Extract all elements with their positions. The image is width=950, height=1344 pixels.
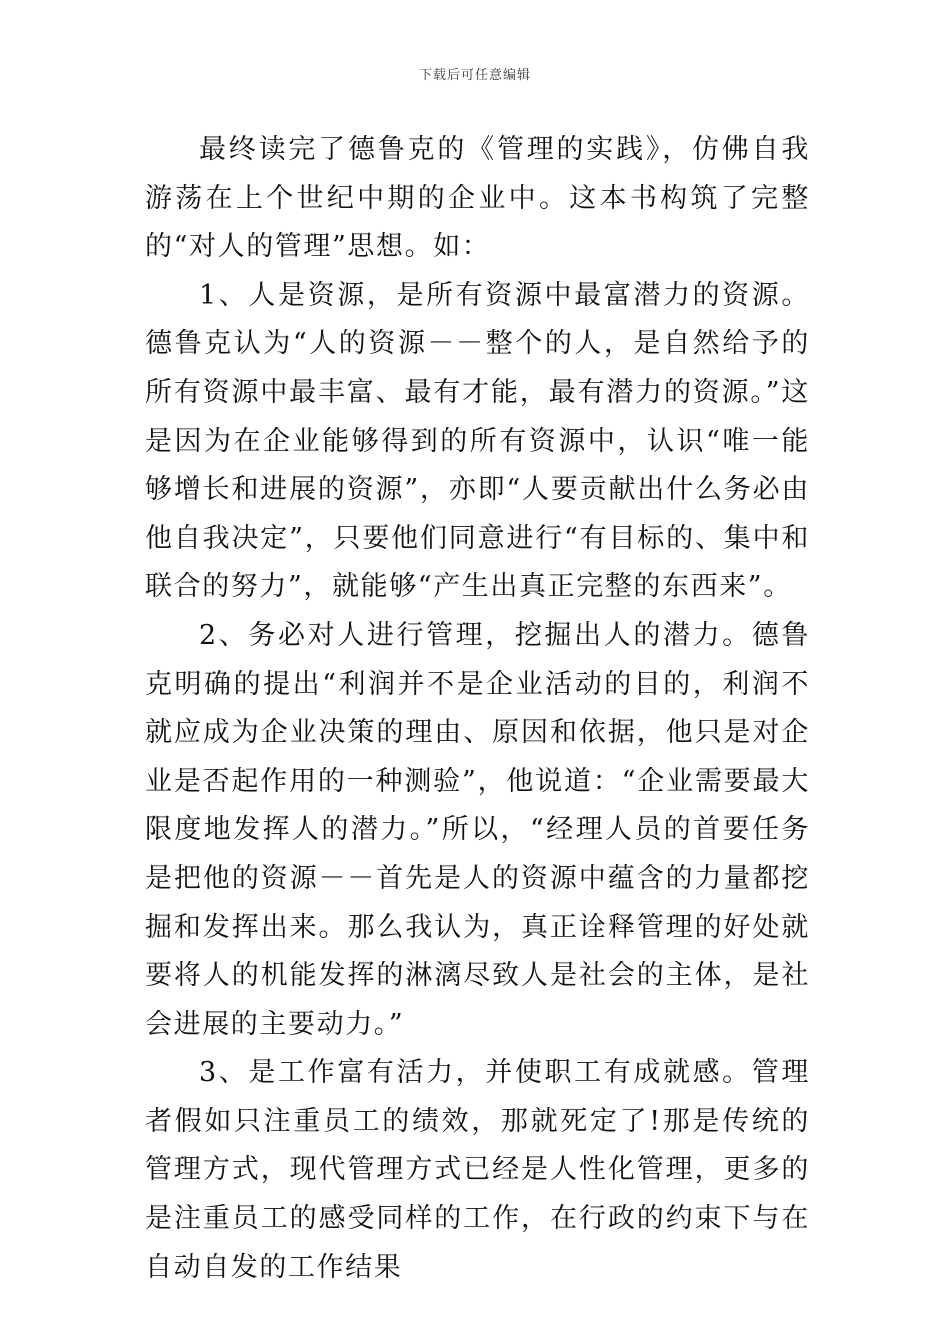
paragraph-point-3: 3、是工作富有活力，并使职工有成就感。管理者假如只注重员工的绩效，那就死定了!那是传统的管理方式，现代管理方式已经是人性化管理，更多的是注重员工的感受同样的工作，在行政的约束下与在自动自发的工作结果 <box>145 1057 810 1283</box>
paragraph-point-1: 1、人是资源，是所有资源中最富潜力的资源。德鲁克认为“人的资源－－整个的人，是自然给予的所有资源中最丰富、最有才能，最有潜力的资源。”这是因为在企业能够得到的所有资源中，认识“唯一能够增长和进展的资源”，亦即“人要贡献出什么务必由他自我决定”，只要他们同意进行“有目标的、集中和联合的努力”，就能够“产生出真正完整的东西来”。 <box>145 279 810 603</box>
paragraph-intro: 最终读完了德鲁克的《管理的实践》，仿佛自我游荡在上个世纪中期的企业中。这本书构筑了完整的“对人的管理”思想。如： <box>145 134 810 263</box>
header-note: 下载后可任意编辑 <box>418 68 531 83</box>
document-body <box>145 126 810 1292</box>
paragraph-point-2: 2、务必对人进行管理，挖掘出人的潜力。德鲁克明确的提出“利润并不是企业活动的目的，利润不就应成为企业决策的理由、原因和依据，他只是对企业是否起作用的一种测验”，他说道：“企业需要最大限度地发挥人的潜力。”所以，“经理人员的首要任务是把他的资源－－首先是人的资源中蕴含的力量都挖掘和发挥出来。那么我认为，真正诠释管理的好处就要将人的机能发挥的淋漓尽致人是社会的主体，是社会进展的主要动力。” <box>145 619 810 1040</box>
